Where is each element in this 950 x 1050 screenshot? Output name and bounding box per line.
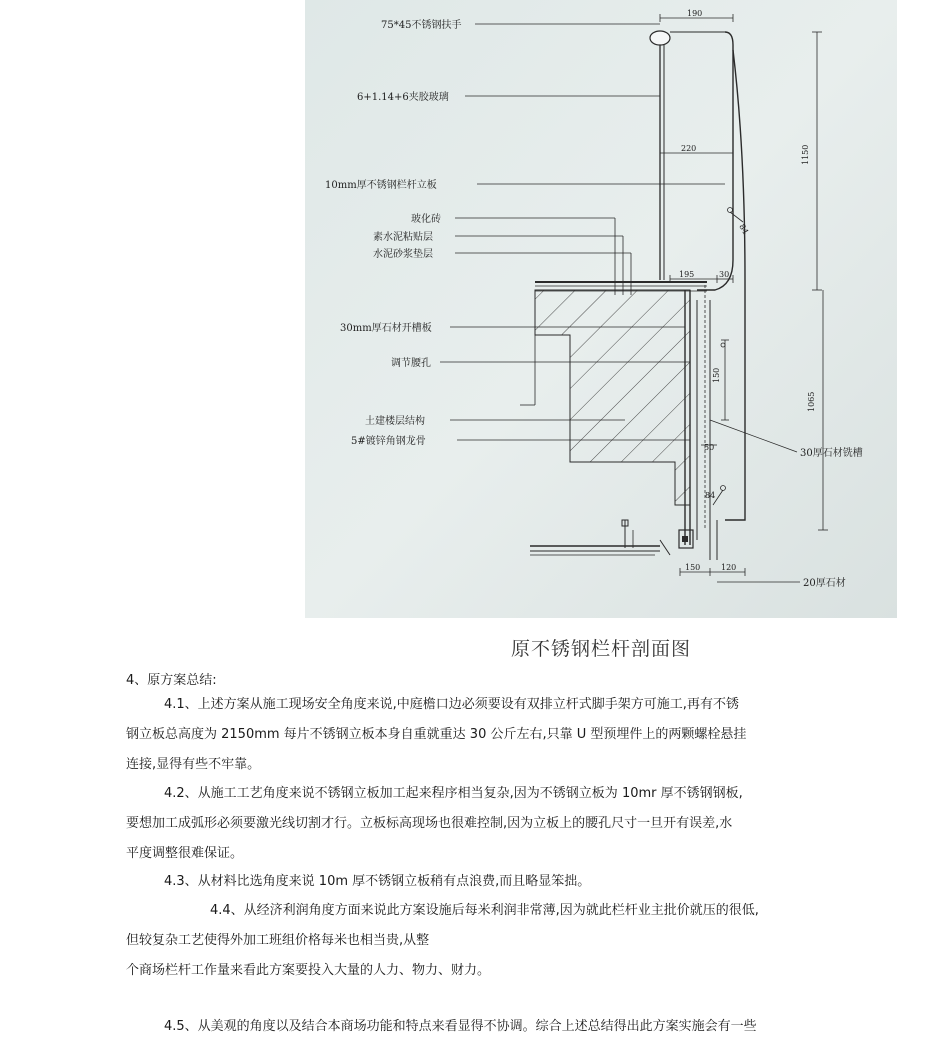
paragraph-4-1 [126,690,840,780]
dim-1150: 1150 [801,144,810,165]
paragraph-4-4-line-1: 4.4、从经济利润角度方面来说此方案设施后每米利润非常薄,因为就此栏杆业主批价就压的很低, [210,903,759,918]
paragraph-4-5-line-1: 4.5、从美观的角度以及结合本商场功能和特点来看显得不协调。综合上述总结得出此方案实施会有一些 [164,1019,757,1034]
label-mortar: 水泥砂浆垫层 [373,249,433,260]
figure-caption: 原不锈钢栏杆剖面图 [510,638,691,660]
paragraph-4-1-line-1: 4.1、上述方案从施工现场安全角度来说,中庭檐口边必须要设有双排立杆式脚手架方可施工,再有不锈 [164,697,739,712]
label-stone-board: 30mm厚石材开槽板 [340,323,432,334]
paragraph-4-2-line-3: 平度调整很难保证。 [126,846,244,861]
dim-195: 195 [679,270,695,279]
dim-120: 120 [721,563,737,572]
label-stone-groove: 30厚石材铣槽 [800,448,863,459]
label-tile: 玻化砖 [411,214,441,225]
dim-84-lower: 84 [705,491,716,500]
dim-150-vertical: 150 [712,367,721,383]
paragraph-4-2 [126,779,840,869]
dim-1065: 1065 [807,391,816,412]
label-structure: 土建楼层结构 [365,416,425,427]
paragraph-4-3 [126,867,840,897]
dim-84-upper: 84 [737,222,751,236]
paragraph-4-1-line-3: 连接,显得有些不牢靠。 [126,757,261,772]
label-cement-paste: 素水泥粘贴层 [373,232,433,243]
paragraph-4-4 [126,896,840,986]
paragraph-4-4-line-2: 但较复杂工艺使得外加工班组价格每米也相当贵,从整 [126,933,430,948]
dim-30: 30 [719,270,730,279]
label-post-plate: 10mm厚不锈钢栏杆立板 [325,180,437,191]
dim-220: 220 [681,144,697,153]
paragraph-4-2-line-1: 4.2、从施工工艺角度来说不锈钢立板加工起来程序相当复杂,因为不锈钢立板为 10mr 厚不锈钢钢板, [164,786,743,801]
label-angle-steel: 5#镀锌角钢龙骨 [351,436,426,447]
label-glass: 6+1.14+6夹胶玻璃 [357,92,449,103]
drawing-svg [305,0,897,618]
label-waist-hole: 调节腰孔 [391,358,431,369]
paragraph-4-2-line-2: 要想加工成弧形必须要激光线切割才行。立板标高现场也很难控制,因为立板上的腰孔尺寸一旦开有误差,水 [126,816,733,831]
paragraph-4-1-line-2: 钢立板总高度为 2150mm 每片不锈钢立板本身自重就重达 30 公斤左右,只靠 U 型预埋件上的两颗螺栓悬挂 [126,727,747,742]
section-drawing-figure [305,0,897,618]
label-stone-20: 20厚石材 [803,578,846,589]
paragraph-4-4-line-3: 个商场栏杆工作量来看此方案要投入大量的人力、物力、财力。 [126,963,491,978]
dim-190: 190 [687,9,703,18]
paragraph-4-5 [126,1012,840,1042]
dim-50: 50 [704,443,715,452]
section-heading: 4、原方案总结: [126,673,217,688]
label-handrail: 75*45不锈钢扶手 [381,20,462,31]
dim-150-horizontal: 150 [685,563,701,572]
paragraph-4-3-line-1: 4.3、从材料比选角度来说 10m 厚不锈钢立板稍有点浪费,而且略显笨拙。 [164,874,591,889]
